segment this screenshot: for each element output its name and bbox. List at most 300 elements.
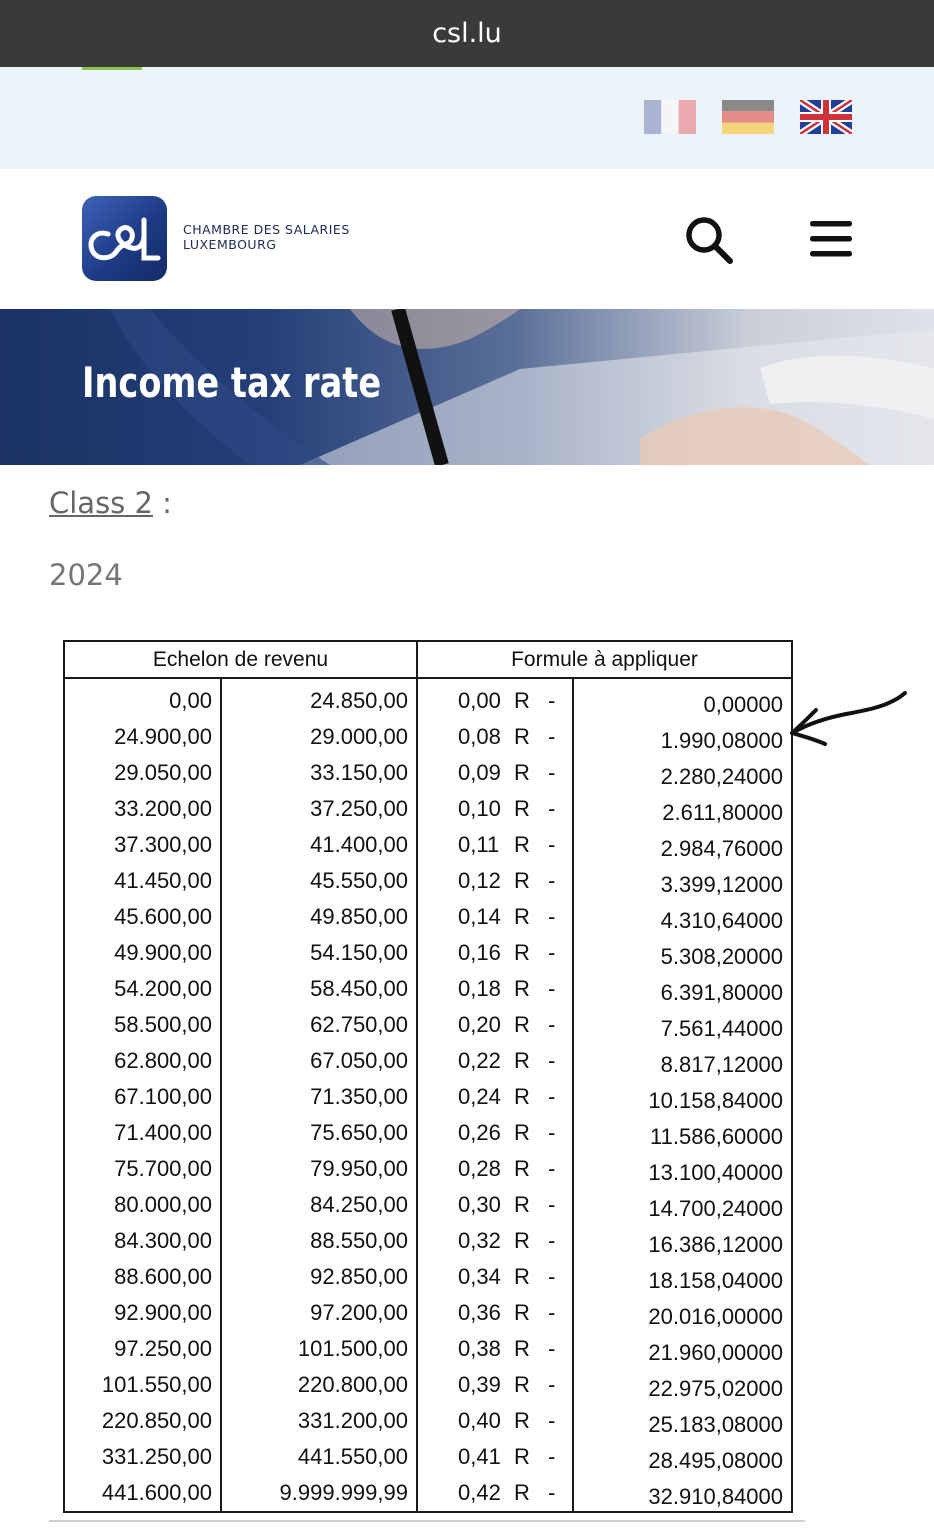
bracket-from-cell <box>64 863 221 899</box>
rate-variable: R <box>514 760 530 785</box>
active-site-indicator <box>82 67 142 70</box>
rate-formula <box>418 1444 572 1470</box>
rate-cell <box>417 1439 573 1475</box>
deduction-cell-text: 14.700,24000 <box>648 1196 783 1221</box>
rate-formula <box>418 976 572 1002</box>
content-divider <box>49 1520 805 1522</box>
rate-formula <box>418 1228 572 1254</box>
bracket-to-cell-text: 24.850,00 <box>310 688 408 713</box>
rate-cell <box>417 827 573 863</box>
rate-variable: R <box>514 796 530 821</box>
rate-variable: R <box>514 1300 530 1325</box>
table-row <box>64 1223 792 1259</box>
bracket-from-cell <box>64 1043 221 1079</box>
rate-formula <box>418 1408 572 1434</box>
rate-variable: R <box>514 1408 530 1433</box>
url-text: csl.lu <box>432 18 502 49</box>
bracket-from-cell-text: 71.400,00 <box>114 1120 212 1145</box>
class-suffix: : <box>152 486 172 520</box>
table-row <box>64 719 792 755</box>
rate-cell <box>417 1331 573 1367</box>
bracket-from-cell-text: 62.800,00 <box>114 1048 212 1073</box>
hand-drawn-arrow-icon <box>786 688 911 750</box>
rate-minus: - <box>548 1372 556 1397</box>
deduction-cell <box>573 1439 792 1475</box>
table-row <box>64 1151 792 1187</box>
bracket-to-cell-text: 37.250,00 <box>310 796 408 821</box>
deduction-cell-text: 3.399,12000 <box>660 872 783 897</box>
rate-value: 0,32 <box>458 1228 501 1253</box>
deduction-cell <box>573 935 792 971</box>
rate-formula <box>418 868 572 894</box>
deduction-cell-text: 21.960,00000 <box>648 1340 783 1365</box>
csl-logo-mark-icon <box>82 196 167 281</box>
rate-cell <box>417 935 573 971</box>
table-row <box>64 971 792 1007</box>
rate-minus: - <box>548 688 556 713</box>
rate-value: 0,38 <box>458 1336 501 1361</box>
bracket-from-cell <box>64 1259 221 1295</box>
bracket-from-cell-text: 33.200,00 <box>114 796 212 821</box>
rate-formula <box>418 1012 572 1038</box>
bracket-to-cell-text: 71.350,00 <box>310 1084 408 1109</box>
bracket-to-cell-text: 62.750,00 <box>310 1012 408 1037</box>
bracket-from-cell-text: 0,00 <box>169 688 212 713</box>
table-row <box>64 1043 792 1079</box>
rate-cell <box>417 719 573 755</box>
bracket-from-cell-text: 54.200,00 <box>114 976 212 1001</box>
bracket-from-cell <box>64 1295 221 1331</box>
deduction-cell-text: 2.611,80000 <box>662 800 783 825</box>
site-switcher-bar <box>0 67 934 169</box>
rate-formula <box>418 1192 572 1218</box>
deduction-cell <box>573 1007 792 1043</box>
bracket-to-cell-text: 45.550,00 <box>310 868 408 893</box>
rate-minus: - <box>548 940 556 965</box>
rate-value: 0,41 <box>458 1444 501 1469</box>
rate-cell <box>417 1151 573 1187</box>
table-row <box>64 1079 792 1115</box>
class-link[interactable]: Class 2 <box>49 486 153 520</box>
rate-minus: - <box>548 1012 556 1037</box>
bracket-to-cell <box>221 971 417 1007</box>
table-row <box>64 1367 792 1403</box>
bracket-to-cell <box>221 899 417 935</box>
rate-value: 0,09 <box>458 760 501 785</box>
table-row <box>64 755 792 791</box>
rate-variable: R <box>514 904 530 929</box>
bracket-to-cell <box>221 1331 417 1367</box>
bracket-to-cell <box>221 827 417 863</box>
bracket-from-cell-text: 331.250,00 <box>101 1444 212 1469</box>
bracket-to-cell-text: 84.250,00 <box>310 1192 408 1217</box>
rate-value: 0,20 <box>458 1012 501 1037</box>
bracket-from-cell-text: 80.000,00 <box>114 1192 212 1217</box>
bracket-from-cell <box>64 1079 221 1115</box>
rate-cell <box>417 899 573 935</box>
logo-line-2: LUXEMBOURG <box>183 237 277 252</box>
rate-value: 0,42 <box>458 1480 501 1505</box>
deduction-cell-text: 2.984,76000 <box>660 836 783 861</box>
header-income-bracket: Echelon de revenu <box>64 641 417 678</box>
rate-cell <box>417 1295 573 1331</box>
rate-minus: - <box>548 1228 556 1253</box>
bracket-to-cell <box>221 1403 417 1439</box>
browser-url-bar[interactable] <box>0 0 934 67</box>
deduction-cell-text: 22.975,02000 <box>648 1376 783 1401</box>
rate-value: 0,14 <box>458 904 501 929</box>
bracket-from-cell <box>64 1115 221 1151</box>
rate-minus: - <box>548 1444 556 1469</box>
rate-minus: - <box>548 904 556 929</box>
table-body <box>64 678 792 1512</box>
bracket-from-cell-text: 67.100,00 <box>114 1084 212 1109</box>
deduction-cell-text: 11.586,60000 <box>650 1124 783 1149</box>
bracket-to-cell-text: 49.850,00 <box>310 904 408 929</box>
rate-variable: R <box>514 724 530 749</box>
rate-value: 0,08 <box>458 724 501 749</box>
income-tax-table <box>63 640 793 1513</box>
rate-cell <box>417 863 573 899</box>
rate-formula <box>418 1372 572 1398</box>
deduction-cell <box>573 1331 792 1367</box>
rate-variable: R <box>514 1336 530 1361</box>
bracket-to-cell-text: 441.550,00 <box>297 1444 408 1469</box>
table-row <box>64 1007 792 1043</box>
deduction-cell <box>573 1223 792 1259</box>
rate-cell <box>417 755 573 791</box>
bracket-from-cell <box>64 1331 221 1367</box>
rate-formula <box>418 832 572 858</box>
table-row <box>64 935 792 971</box>
rate-variable: R <box>514 1228 530 1253</box>
deduction-cell <box>573 678 792 719</box>
deduction-cell-text: 18.158,04000 <box>648 1268 783 1293</box>
header-formula: Formule à appliquer <box>417 641 792 678</box>
bracket-from-cell <box>64 755 221 791</box>
rate-value: 0,18 <box>458 976 501 1001</box>
deduction-cell <box>573 1295 792 1331</box>
bracket-to-cell-text: 54.150,00 <box>310 940 408 965</box>
rate-variable: R <box>514 868 530 893</box>
search-icon[interactable] <box>683 214 735 266</box>
table-row <box>64 1187 792 1223</box>
tax-class-heading <box>49 486 172 520</box>
deduction-cell <box>573 1151 792 1187</box>
deduction-cell <box>573 1475 792 1512</box>
rate-value: 0,40 <box>458 1408 501 1433</box>
rate-cell <box>417 1367 573 1403</box>
rate-formula <box>418 1300 572 1326</box>
rate-formula <box>418 724 572 750</box>
rate-formula <box>418 1048 572 1074</box>
deduction-cell-text: 0,00000 <box>703 692 783 717</box>
table-header-row <box>64 641 792 678</box>
deduction-cell <box>573 1259 792 1295</box>
bracket-from-cell-text: 37.300,00 <box>114 832 212 857</box>
rate-variable: R <box>514 1048 530 1073</box>
rate-value: 0,00 <box>458 688 501 713</box>
rate-cell <box>417 1043 573 1079</box>
deduction-cell-text: 32.910,84000 <box>648 1484 783 1509</box>
bracket-from-cell-text: 75.700,00 <box>114 1156 212 1181</box>
rate-value: 0,16 <box>458 940 501 965</box>
deduction-cell <box>573 1367 792 1403</box>
rate-variable: R <box>514 1120 530 1145</box>
rate-value: 0,10 <box>458 796 501 821</box>
bracket-to-cell-text: 92.850,00 <box>310 1264 408 1289</box>
page-title: Income tax rate <box>82 358 382 407</box>
bracket-from-cell-text: 24.900,00 <box>114 724 212 749</box>
rate-variable: R <box>514 1012 530 1037</box>
rate-variable: R <box>514 1372 530 1397</box>
bracket-to-cell <box>221 1475 417 1512</box>
rate-cell <box>417 1259 573 1295</box>
bracket-to-cell <box>221 1367 417 1403</box>
bracket-from-cell-text: 88.600,00 <box>114 1264 212 1289</box>
logo-wordmark <box>183 222 350 252</box>
rate-cell <box>417 791 573 827</box>
bracket-from-cell-text: 41.450,00 <box>114 868 212 893</box>
deduction-cell <box>573 899 792 935</box>
bracket-from-cell-text: 84.300,00 <box>114 1228 212 1253</box>
bracket-to-cell <box>221 1151 417 1187</box>
rate-variable: R <box>514 1084 530 1109</box>
fr-flag-icon[interactable] <box>644 100 696 134</box>
rate-cell <box>417 1079 573 1115</box>
rate-minus: - <box>548 1336 556 1361</box>
deduction-cell-text: 20.016,00000 <box>648 1304 783 1329</box>
bracket-to-cell <box>221 1439 417 1475</box>
table-row <box>64 791 792 827</box>
rate-variable: R <box>514 1444 530 1469</box>
rate-formula <box>418 760 572 786</box>
gb-flag-icon[interactable] <box>800 100 852 134</box>
table-row <box>64 863 792 899</box>
hamburger-menu-icon[interactable] <box>808 218 854 260</box>
rate-cell <box>417 678 573 719</box>
deduction-cell-text: 25.183,08000 <box>648 1412 783 1437</box>
bracket-from-cell-text: 441.600,00 <box>101 1480 212 1505</box>
deduction-cell-text: 10.158,84000 <box>648 1088 783 1113</box>
bracket-from-cell <box>64 1151 221 1187</box>
rate-variable: R <box>514 832 530 857</box>
deduction-cell-text: 8.817,12000 <box>660 1052 783 1077</box>
rate-cell <box>417 1403 573 1439</box>
rate-cell <box>417 1007 573 1043</box>
table-row <box>64 899 792 935</box>
bracket-to-cell <box>221 935 417 971</box>
bracket-to-cell-text: 67.050,00 <box>310 1048 408 1073</box>
rate-minus: - <box>548 1408 556 1433</box>
bracket-to-cell <box>221 1007 417 1043</box>
deduction-cell <box>573 755 792 791</box>
rate-minus: - <box>548 796 556 821</box>
deduction-cell-text: 2.280,24000 <box>660 764 783 789</box>
deduction-cell-text: 1.990,08000 <box>660 728 783 753</box>
deduction-cell-text: 4.310,64000 <box>660 908 783 933</box>
bracket-to-cell-text: 88.550,00 <box>310 1228 408 1253</box>
rate-minus: - <box>548 868 556 893</box>
rate-formula <box>418 1156 572 1182</box>
rate-minus: - <box>548 1120 556 1145</box>
table-row <box>64 1331 792 1367</box>
bracket-to-cell <box>221 1223 417 1259</box>
deduction-cell <box>573 1079 792 1115</box>
bracket-from-cell <box>64 719 221 755</box>
rate-formula <box>418 1480 572 1506</box>
rate-minus: - <box>548 1480 556 1505</box>
rate-variable: R <box>514 1480 530 1505</box>
deduction-cell <box>573 791 792 827</box>
table-row <box>64 1259 792 1295</box>
bracket-to-cell <box>221 1187 417 1223</box>
bracket-to-cell <box>221 1115 417 1151</box>
rate-value: 0,36 <box>458 1300 501 1325</box>
bracket-to-cell-text: 331.200,00 <box>297 1408 408 1433</box>
bracket-to-cell <box>221 755 417 791</box>
rate-minus: - <box>548 760 556 785</box>
table-row <box>64 1115 792 1151</box>
rate-value: 0,22 <box>458 1048 501 1073</box>
bracket-from-cell <box>64 1223 221 1259</box>
bracket-to-cell-text: 79.950,00 <box>310 1156 408 1181</box>
deduction-cell <box>573 863 792 899</box>
bracket-from-cell-text: 101.550,00 <box>101 1372 212 1397</box>
rate-cell <box>417 1187 573 1223</box>
bracket-from-cell-text: 45.600,00 <box>114 904 212 929</box>
tax-year: 2024 <box>49 558 123 592</box>
bracket-from-cell-text: 92.900,00 <box>114 1300 212 1325</box>
bracket-to-cell-text: 9.999.999,99 <box>279 1480 408 1505</box>
rate-value: 0,30 <box>458 1192 501 1217</box>
rate-formula <box>418 796 572 822</box>
rate-variable: R <box>514 940 530 965</box>
rate-formula <box>418 1120 572 1146</box>
bracket-to-cell-text: 41.400,00 <box>310 832 408 857</box>
bracket-to-cell <box>221 1043 417 1079</box>
deduction-cell <box>573 1187 792 1223</box>
rate-variable: R <box>514 688 530 713</box>
deduction-cell-text: 7.561,44000 <box>660 1016 783 1041</box>
bracket-from-cell-text: 97.250,00 <box>114 1336 212 1361</box>
bracket-to-cell-text: 220.800,00 <box>297 1372 408 1397</box>
bracket-from-cell <box>64 971 221 1007</box>
bracket-from-cell <box>64 1367 221 1403</box>
bracket-to-cell-text: 75.650,00 <box>310 1120 408 1145</box>
bracket-from-cell <box>64 678 221 719</box>
rate-minus: - <box>548 1300 556 1325</box>
bracket-to-cell-text: 29.000,00 <box>310 724 408 749</box>
bracket-from-cell <box>64 935 221 971</box>
bracket-from-cell-text: 58.500,00 <box>114 1012 212 1037</box>
rate-cell <box>417 1223 573 1259</box>
deduction-cell <box>573 1403 792 1439</box>
rate-value: 0,28 <box>458 1156 501 1181</box>
rate-formula <box>418 688 572 714</box>
deduction-cell <box>573 827 792 863</box>
bracket-to-cell-text: 101.500,00 <box>297 1336 408 1361</box>
bracket-to-cell <box>221 1259 417 1295</box>
rate-value: 0,39 <box>458 1372 501 1397</box>
deduction-cell-text: 5.308,20000 <box>660 944 783 969</box>
deduction-cell-text: 28.495,08000 <box>648 1448 783 1473</box>
bracket-from-cell <box>64 1439 221 1475</box>
rate-cell <box>417 1475 573 1512</box>
rate-formula <box>418 1264 572 1290</box>
bracket-from-cell <box>64 791 221 827</box>
rate-minus: - <box>548 976 556 1001</box>
rate-formula <box>418 904 572 930</box>
rate-minus: - <box>548 1084 556 1109</box>
bracket-to-cell <box>221 719 417 755</box>
csl-logo[interactable] <box>82 196 167 281</box>
rate-variable: R <box>514 976 530 1001</box>
deduction-cell <box>573 719 792 755</box>
table-row <box>64 678 792 719</box>
table-row <box>64 1403 792 1439</box>
rate-minus: - <box>548 724 556 749</box>
bracket-to-cell <box>221 791 417 827</box>
deduction-cell-text: 6.391,80000 <box>660 980 783 1005</box>
rate-value: 0,26 <box>458 1120 501 1145</box>
rate-formula <box>418 1084 572 1110</box>
bracket-from-cell <box>64 827 221 863</box>
table-row <box>64 1295 792 1331</box>
bracket-from-cell <box>64 1007 221 1043</box>
de-flag-icon[interactable] <box>722 100 774 134</box>
rate-minus: - <box>548 1264 556 1289</box>
rate-formula <box>418 940 572 966</box>
bracket-to-cell <box>221 678 417 719</box>
rate-minus: - <box>548 1048 556 1073</box>
rate-variable: R <box>514 1192 530 1217</box>
bracket-to-cell-text: 97.200,00 <box>310 1300 408 1325</box>
bracket-to-cell <box>221 1079 417 1115</box>
rate-variable: R <box>514 1264 530 1289</box>
bracket-from-cell <box>64 1403 221 1439</box>
table-row <box>64 1439 792 1475</box>
rate-value: 0,11 <box>458 832 500 857</box>
rate-minus: - <box>548 1156 556 1181</box>
deduction-cell-text: 13.100,40000 <box>648 1160 783 1185</box>
bracket-from-cell <box>64 899 221 935</box>
rate-value: 0,24 <box>458 1084 501 1109</box>
deduction-cell <box>573 1115 792 1151</box>
bracket-to-cell-text: 33.150,00 <box>310 760 408 785</box>
deduction-cell-text: 16.386,12000 <box>648 1232 783 1257</box>
table-row <box>64 827 792 863</box>
rate-variable: R <box>514 1156 530 1181</box>
bracket-from-cell <box>64 1475 221 1512</box>
bracket-to-cell <box>221 1295 417 1331</box>
bracket-to-cell <box>221 863 417 899</box>
bracket-from-cell <box>64 1187 221 1223</box>
rate-value: 0,12 <box>458 868 501 893</box>
rate-value: 0,34 <box>458 1264 501 1289</box>
rate-cell <box>417 1115 573 1151</box>
bracket-to-cell-text: 58.450,00 <box>310 976 408 1001</box>
bracket-from-cell-text: 29.050,00 <box>114 760 212 785</box>
rate-minus: - <box>548 832 556 857</box>
bracket-from-cell-text: 220.850,00 <box>101 1408 212 1433</box>
rate-minus: - <box>548 1192 556 1217</box>
rate-cell <box>417 971 573 1007</box>
deduction-cell <box>573 1043 792 1079</box>
logo-line-1: CHAMBRE DES SALARIES <box>183 222 350 237</box>
bracket-from-cell-text: 49.900,00 <box>114 940 212 965</box>
deduction-cell <box>573 971 792 1007</box>
